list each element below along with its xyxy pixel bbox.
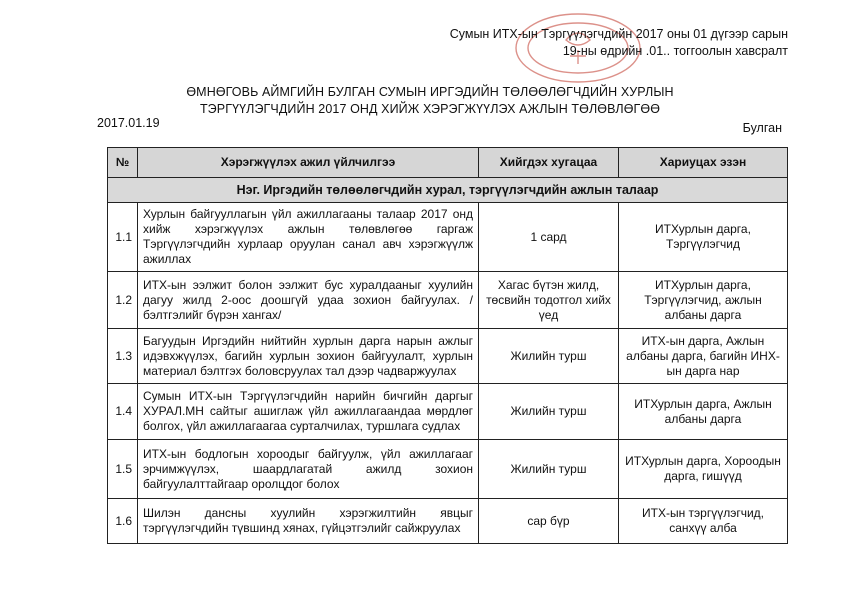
row-responsible: ИТХурлын дарга, Ажлын албаны дарга: [619, 384, 788, 440]
row-task: ИТХ-ын ээлжит болон ээлжит бус хуралдааныг хуулийн дагуу жилд 2-оос доошгүй удаа зохион байгуулах. /бэлтгэлийг бүрэн хангах/: [138, 272, 479, 329]
row-task: Хурлын байгууллагын үйл ажиллагааны талаар 2017 онд хийж хэрэгжүүлэх ажлын төлөвлөгөө гаргаж Тэргүүлэгчдийн хурлаар оруулан санал авч хэрэгжүүлж ажиллах: [138, 203, 479, 272]
row-time: Жилийн турш: [479, 329, 619, 384]
row-responsible: ИТХурлын дарга, Тэргүүлэгчид, ажлын албаны дарга: [619, 272, 788, 329]
section-title: Нэг. Иргэдийн төлөөлөгчдийн хурал, тэргүүлэгчдийн ажлын талаар: [108, 178, 788, 203]
row-time: сар бүр: [479, 499, 619, 544]
section-row: [108, 178, 788, 203]
attachment-line-1: Сумын ИТХ-ын Тэргүүлэгчдийн 2017 оны 01 дүгээр сарын: [449, 27, 788, 41]
row-responsible: ИТХурлын дарга, Тэргүүлэгчид: [619, 203, 788, 272]
row-responsible: ИТХурлын дарга, Хороодын дарга, гишүүд: [619, 440, 788, 499]
row-responsible: ИТХ-ын дарга, Ажлын албаны дарга, багийн ИНХ-ын дарга нар: [619, 329, 788, 384]
row-number: 1.1: [108, 203, 138, 272]
document-place: Булган: [742, 121, 782, 135]
row-task: Сумын ИТХ-ын Тэргүүлэгчдийн нарийн бичгийн даргыг ХУРАЛ.МН сайтыг ашиглаж үйл ажиллагаандаа мөрдлөг болгох, үйл ажиллагаагаа сурталчилах, туршлага судлах: [138, 384, 479, 440]
row-responsible: ИТХ-ын тэргүүлэгчид, санхүү алба: [619, 499, 788, 544]
header-time: Хийгдэх хугацаа: [479, 148, 619, 178]
row-time: Жилийн турш: [479, 440, 619, 499]
table-row: [108, 329, 788, 384]
row-time: 1 сард: [479, 203, 619, 272]
table-header-row: [108, 148, 788, 178]
table-row: [108, 203, 788, 272]
row-task: Багуудын Иргэдийн нийтийн хурлын дарга нарын ажлыг идэвхжүүлэх, багийн хурлын зохион байгуулалт, хурлын материал бэлтгэх боловсруулах тал дээр чадваржуулах: [138, 329, 479, 384]
header-responsible: Хариуцах эзэн: [619, 148, 788, 178]
row-number: 1.4: [108, 384, 138, 440]
title-line-2: ТЭРГҮҮЛЭГЧДИЙН 2017 ОНД ХИЙЖ ХЭРЭГЖҮҮЛЭХ АЖЛЫН ТӨЛӨВЛӨГӨӨ: [199, 102, 661, 116]
row-number: 1.2: [108, 272, 138, 329]
title-line-1: ӨМНӨГОВЬ АЙМГИЙН БУЛГАН СУМЫН ИРГЭДИЙН ТӨЛӨӨЛӨГЧДИЙН ХУРЛЫН: [186, 85, 674, 99]
document-title: [150, 84, 710, 118]
row-number: 1.3: [108, 329, 138, 384]
header-task: Хэрэгжүүлэх ажил үйлчилгээ: [138, 148, 479, 178]
row-number: 1.6: [108, 499, 138, 544]
row-time: Жилийн турш: [479, 384, 619, 440]
document-date: 2017.01.19: [97, 116, 160, 130]
plan-table: [107, 147, 788, 544]
row-task: Шилэн дансны хуулийн хэрэгжилтийн явцыг тэргүүлэгчдийн түвшинд хянах, гүйцэтгэлийг сайжруулах: [138, 499, 479, 544]
row-time: Хагас бүтэн жилд, төсвийн тодотгол хийх үед: [479, 272, 619, 329]
row-task: ИТХ-ын бодлогын хороодыг байгуулж, үйл ажиллагааг эрчимжүүлэх, шаардлагатай ажилд зохион байгуулалттайгаар оролцдог болох: [138, 440, 479, 499]
table-row: [108, 499, 788, 544]
row-number: 1.5: [108, 440, 138, 499]
attachment-note: [450, 26, 788, 60]
attachment-line-2: 19-ны өдрийн .01.. тоггоолын хавсралт: [562, 44, 788, 58]
table-row: [108, 272, 788, 329]
header-number: №: [108, 148, 138, 178]
table-row: [108, 384, 788, 440]
table-row: [108, 440, 788, 499]
